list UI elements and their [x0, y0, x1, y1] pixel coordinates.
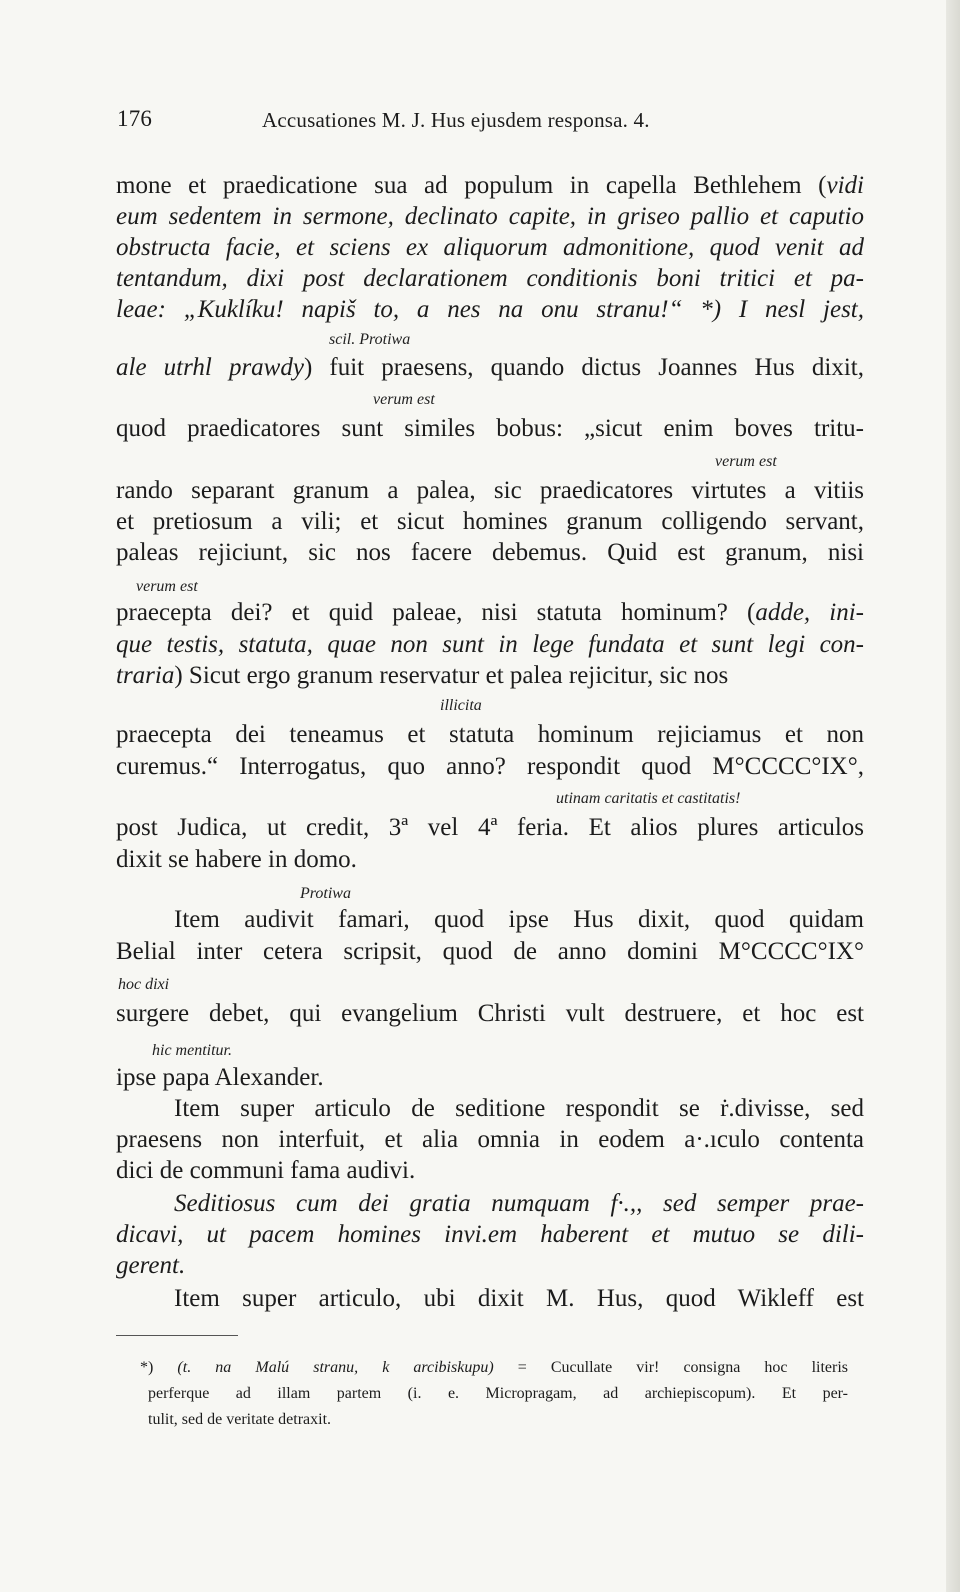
text-line [116, 1156, 864, 1186]
italic-run: tentandum, dixi post declarationem conditionis boni tritici et pa- [116, 265, 864, 292]
text-line [116, 538, 864, 568]
text-run: ipse papa Alexander. [116, 1064, 324, 1091]
text-line [116, 630, 864, 660]
text-run: perferque ad illam partem (i. e. Micropragam, ad archiepiscopum). Et per- [148, 1385, 848, 1402]
text-run: et pretiosum a vili; et sicut homines granum colligendo servant, [116, 508, 864, 535]
text-run: praecepta dei? et quid paleae, nisi statuta hominum? ( [116, 599, 756, 626]
footnote-line [140, 1355, 848, 1381]
text-line [116, 598, 864, 628]
text-line [174, 905, 864, 935]
italic-run: gerent. [116, 1252, 186, 1279]
italic-run: adde, ini- [755, 599, 864, 626]
text-line [116, 295, 864, 325]
text-line [116, 999, 864, 1029]
interlinear-gloss: hic mentitur. [152, 1042, 232, 1059]
running-title: Accusationes M. J. Hus ejusdem responsa. 4. [262, 108, 650, 132]
text-run: mone et praedicatione sua ad populum in capella Bethlehem ( [116, 172, 827, 199]
italic-run: vidi [826, 172, 864, 199]
text-line [116, 414, 864, 444]
text-line [116, 1251, 864, 1281]
text-run: dixit se habere in domo. [116, 846, 357, 873]
interlinear-gloss: utinam caritatis et castitatis! [556, 790, 741, 807]
text-run: quod praedicatores sunt similes bobus: „sicut enim boves tritu- [116, 415, 864, 442]
italic-run: eum sedentem in sermone, declinato capite, in griseo pallio et caputio [116, 203, 864, 230]
interlinear-gloss: verum est [136, 578, 198, 595]
text-run: praesens non interfuit, et alia omnia in eodem a·.ıculo contenta [116, 1126, 864, 1153]
italic-run: Seditiosus cum dei gratia numquam f·.,, sed semper prae- [174, 1190, 864, 1217]
text-line [116, 813, 864, 843]
italic-run: leae: „Kuklíku! napiš to, a nes na onu stranu!“ *) I nesl jest, [116, 296, 864, 323]
text-line [116, 720, 864, 750]
text-run: praecepta dei teneamus et statuta hominum rejiciamus et non [116, 721, 864, 748]
text-line [116, 752, 864, 782]
interlinear-gloss: verum est [715, 453, 777, 470]
text-run: surgere debet, qui evangelium Christi vult destruere, et hoc est [116, 1000, 864, 1027]
text-run: Belial inter cetera scripsit, quod de anno domini M°CCCC°IX° [116, 938, 864, 965]
text-run: paleas rejiciunt, sic nos facere debemus. Quid est granum, nisi [116, 539, 864, 566]
text-line [116, 476, 864, 506]
text-run: rando separant granum a palea, sic praedicatores virtutes a vitiis [116, 477, 864, 504]
italic-run: que testis, statuta, quae non sunt in lege fundata et sunt legi con- [116, 631, 864, 658]
text-run: Item super articulo de seditione respondit se ṙ.divisse, sed [174, 1095, 864, 1122]
footnote-line [148, 1381, 848, 1407]
text-line [174, 1094, 864, 1124]
text-line [116, 1063, 864, 1093]
text-line [116, 353, 864, 383]
italic-run: (t. na Malú stranu, k arcibiskupu) [177, 1359, 494, 1376]
text-line [116, 233, 864, 263]
text-run: post Judica, ut credit, 3ª vel 4ª feria. Et alios plures articulos [116, 814, 864, 841]
text-run: curemus.“ Interrogatus, quo anno? respondit quod M°CCCC°IX°, [116, 753, 864, 780]
text-line [174, 1189, 864, 1219]
italic-run: ale utrhl prawdy [116, 354, 304, 381]
text-line [116, 171, 864, 201]
text-line [116, 507, 864, 537]
text-run: Item super articulo, ubi dixit M. Hus, quod Wikleff est [174, 1285, 864, 1312]
footnote-divider [116, 1335, 238, 1336]
text-run: Item audivit famari, quod ipse Hus dixit, quod quidam [174, 906, 864, 933]
text-line [116, 1125, 864, 1155]
italic-run: obstructa facie, et sciens ex aliquorum admonitione, quod venit ad [116, 234, 864, 261]
text-run: *) [140, 1359, 178, 1376]
interlinear-gloss: scil. Protiwa [329, 331, 411, 348]
interlinear-gloss: verum est [373, 391, 435, 408]
text-run: = Cucullate vir! consigna hoc literis [493, 1359, 849, 1376]
interlinear-gloss: Protiwa [300, 885, 351, 902]
text-run: ) fuit praesens, quando dictus Joannes Hus dixit, [303, 354, 864, 381]
text-run: tulit, sed de veritate detraxit. [148, 1411, 332, 1428]
page-number: 176 [117, 106, 153, 131]
text-run: dici de communi fama audivi. [116, 1157, 416, 1184]
text-line [116, 661, 864, 691]
text-line [116, 937, 864, 967]
text-line [116, 202, 864, 232]
text-line [174, 1284, 864, 1314]
italic-run: traria [116, 662, 175, 689]
text-line [116, 264, 864, 294]
text-line [116, 845, 864, 875]
italic-run: dicavi, ut pacem homines invi.em haberent et mutuo se dili- [116, 1221, 864, 1248]
interlinear-gloss: hoc dixi [118, 976, 170, 993]
interlinear-gloss: illicita [440, 697, 482, 714]
footnote-line [148, 1407, 848, 1433]
text-run: ) Sicut ergo granum reservatur et palea rejicitur, sic nos [174, 662, 729, 689]
page-edge-shadow [946, 0, 960, 1592]
text-line [116, 1220, 864, 1250]
